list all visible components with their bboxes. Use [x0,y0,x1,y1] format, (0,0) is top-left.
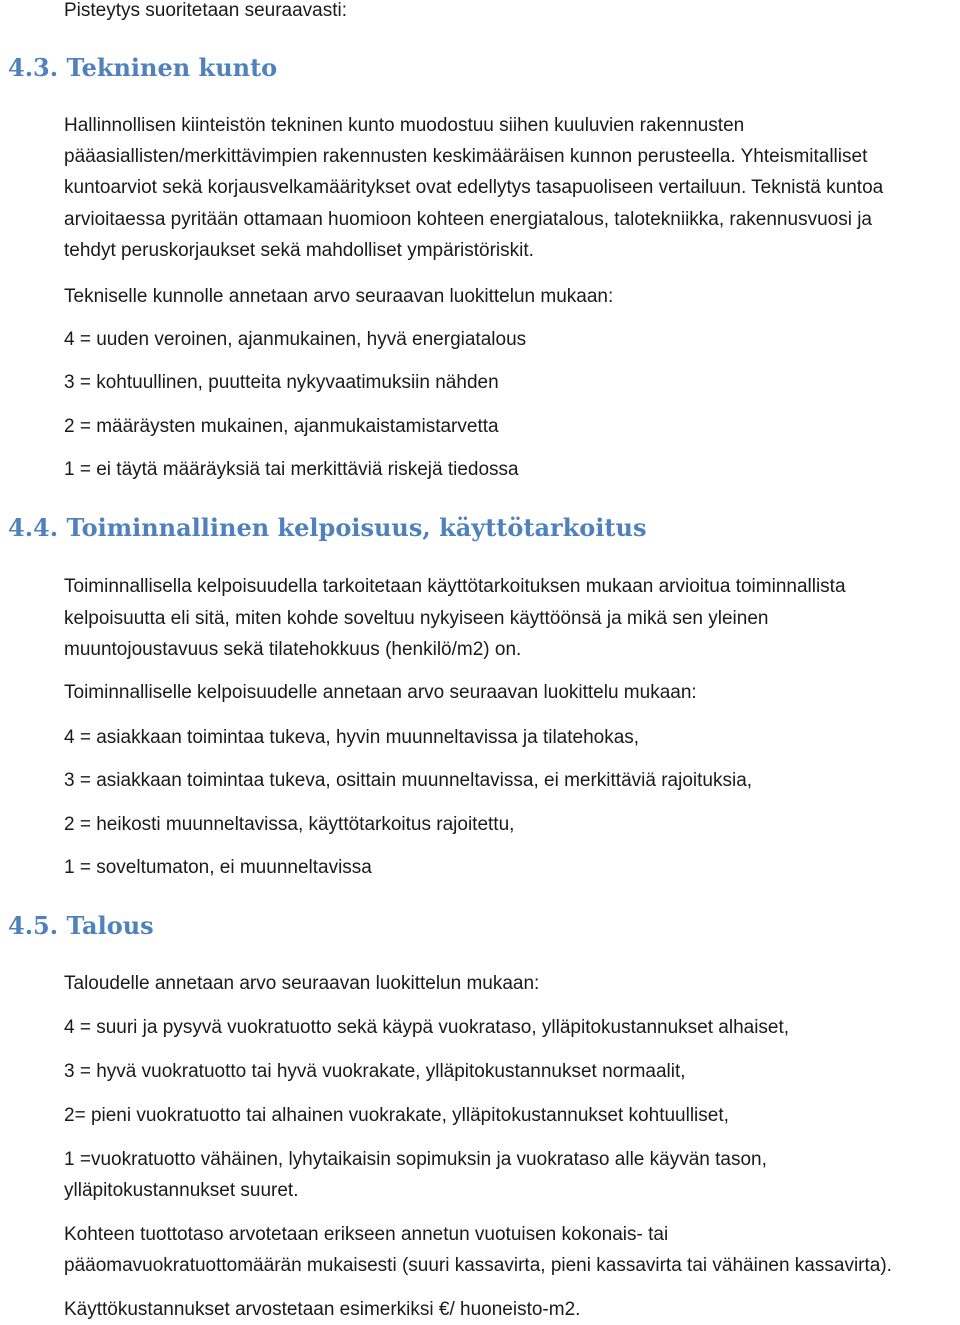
scale-item: 4 = uuden veroinen, ajanmukainen, hyvä energiatalous [64,329,527,350]
scale-item: 2= pieni vuokratuotto tai alhainen vuokrakate, ylläpitokustannukset kohtuulliset, [64,1105,729,1126]
intro-text: Pisteytys suoritetaan seuraavasti: [64,0,348,21]
scale-item: 3 = kohtuullinen, puutteita nykyvaatimuksiin nähden [64,372,499,393]
paragraph-line: pääasiallisten/merkittävimpien rakennusten keskimääräisen kunnon perusteella. Yhteismitalliset [64,146,868,167]
scale-item: 3 = asiakkaan toimintaa tukeva, osittain muunneltavissa, ei merkittäviä rajoituksia, [64,770,753,791]
scale-item: 2 = heikosti muunneltavissa, käyttötarkoitus rajoitettu, [64,814,515,835]
paragraph-line: kuntoarviot sekä korjausvelkamääritykset ovat edellytys tasapuoliseen vertailuun. Teknistä kuntoa [64,177,884,198]
scale-item: 1 =vuokratuotto vähäinen, lyhytaikaisin sopimuksin ja vuokrataso alle käyvän tason, [64,1149,767,1170]
scale-item: 4 = suuri ja pysyvä vuokratuotto sekä käypä vuokrataso, ylläpitokustannukset alhaiset, [64,1017,790,1038]
section-heading-tekninen-kunto: 4.3. Tekninen kunto [8,53,278,82]
cost-text: Käyttökustannukset arvostetaan esimerkiksi €/ huoneisto-m2. [64,1299,581,1320]
scale-item: 2 = määräysten mukainen, ajanmukaistamistarvetta [64,416,499,437]
section-heading-toiminnallinen-kelpoisuus: 4.4. Toiminnallinen kelpoisuus, käyttötarkoitus [8,513,647,542]
paragraph-line: Hallinnollisen kiinteistön tekninen kunto muodostuu siihen kuuluvien rakennusten [64,115,745,136]
scale-intro-text: Toiminnalliselle kelpoisuudelle annetaan arvo seuraavan luokittelu mukaan: [64,682,697,703]
scale-item: 1 = ei täytä määräyksiä tai merkittäviä riskejä tiedossa [64,459,519,480]
paragraph-line: kelpoisuutta eli sitä, miten kohde soveltuu nykyiseen käyttöönsä ja mikä sen yleinen [64,608,769,629]
paragraph-line: muuntojoustavuus sekä tilatehokkuus (henkilö/m2) on. [64,639,522,660]
scale-item: 3 = hyvä vuokratuotto tai hyvä vuokrakate, ylläpitokustannukset normaalit, [64,1061,686,1082]
paragraph-line: Kohteen tuottotaso arvotetaan erikseen annetun vuotuisen kokonais- tai [64,1224,669,1245]
section-heading-talous: 4.5. Talous [8,911,154,940]
scale-item-continuation: ylläpitokustannukset suuret. [64,1180,299,1201]
paragraph-line: Toiminnallisella kelpoisuudella tarkoitetaan käyttötarkoituksen mukaan arvioitua toiminnallista [64,576,846,597]
paragraph-line: tehdyt peruskorjaukset sekä mahdolliset ympäristöriskit. [64,240,534,261]
scale-item: 1 = soveltumaton, ei muunneltavissa [64,857,372,878]
paragraph-line: pääomavuokratuottomäärän mukaisesti (suuri kassavirta, pieni kassavirta tai vähäinen kassavirta). [64,1255,892,1276]
scale-intro-text: Tekniselle kunnolle annetaan arvo seuraavan luokittelun mukaan: [64,286,614,307]
scale-intro-text: Taloudelle annetaan arvo seuraavan luokittelun mukaan: [64,973,540,994]
paragraph-line: arvioitaessa pyritään ottamaan huomioon kohteen energiatalous, talotekniikka, rakennusvuosi ja [64,209,872,230]
scale-item: 4 = asiakkaan toimintaa tukeva, hyvin muunneltavissa ja tilatehokas, [64,727,640,748]
